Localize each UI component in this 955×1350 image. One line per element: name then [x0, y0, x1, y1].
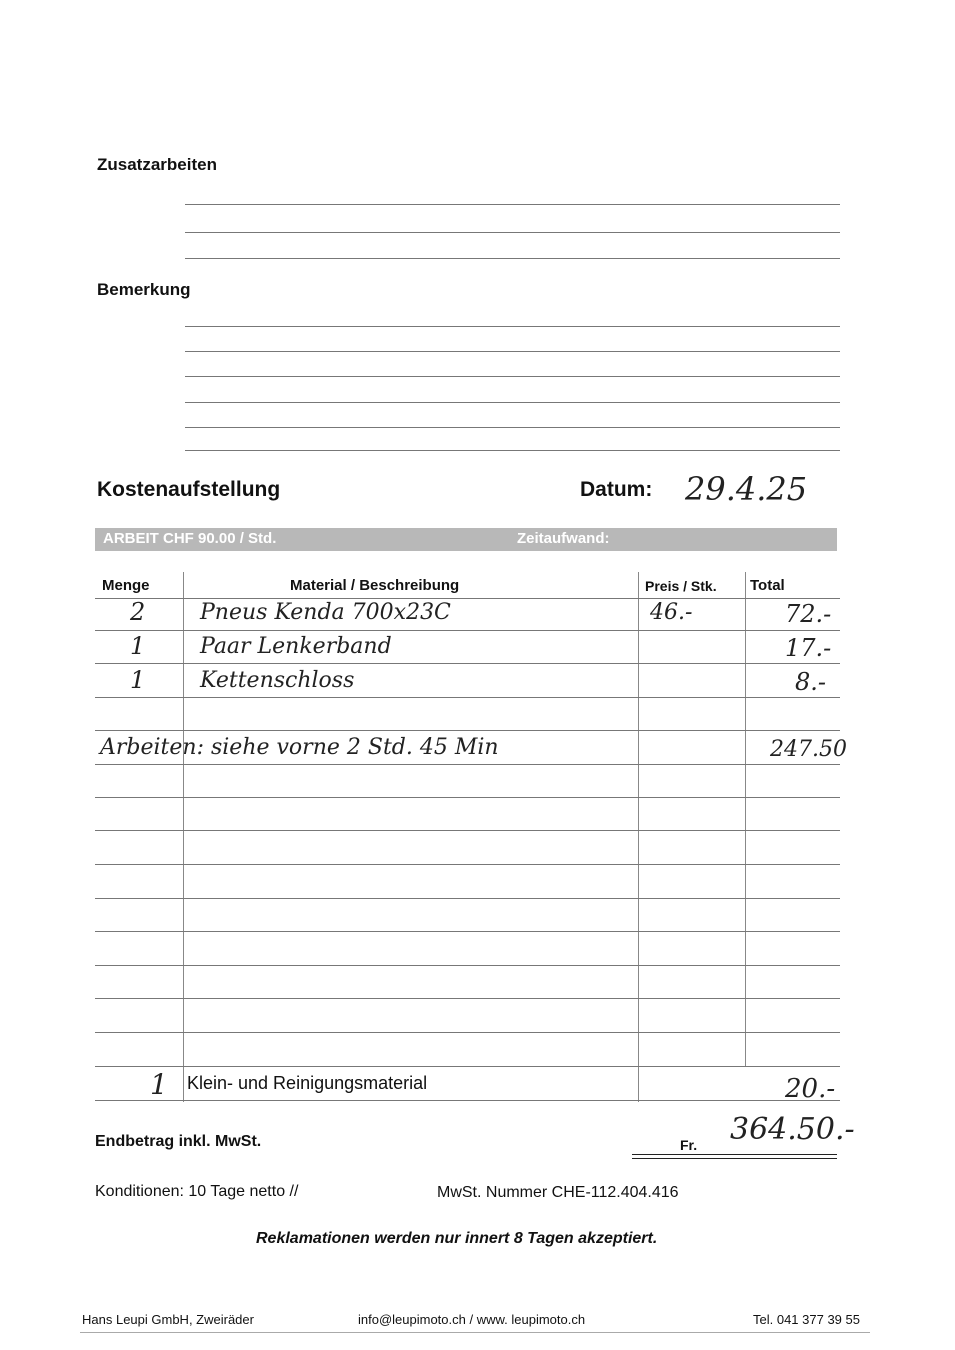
row-total: 8.-: [795, 668, 827, 696]
row-total: 72.-: [785, 600, 832, 628]
table-line: [95, 630, 840, 631]
footer-line: [80, 1332, 870, 1333]
ruled-line: [185, 258, 840, 259]
endbetrag-value: 364.50.-: [730, 1112, 855, 1147]
row-description: Kettenschloss: [200, 668, 355, 693]
table-line: [95, 697, 840, 698]
work-total: 247.50: [770, 737, 847, 762]
header-material: Material / Beschreibung: [290, 577, 460, 594]
reklamation-notice: Reklamationen werden nur innert 8 Tagen akzeptiert.: [256, 1230, 658, 1247]
ruled-line: [185, 326, 840, 327]
table-line: [95, 931, 840, 932]
row-description: Pneus Kenda 700x23C: [200, 600, 451, 625]
zusatzarbeiten-heading: Zusatzarbeiten: [97, 155, 217, 174]
ruled-line: [185, 204, 840, 205]
header-preis: Preis / Stk.: [645, 578, 717, 594]
klein-total: 20.-: [785, 1074, 836, 1104]
table-line: [95, 1066, 840, 1067]
table-line: [95, 797, 840, 798]
footer-company: Hans Leupi GmbH, Zweiräder: [82, 1312, 254, 1327]
footer-phone: Tel. 041 377 39 55: [753, 1312, 860, 1327]
kostenaufstellung-heading: Kostenaufstellung: [97, 478, 281, 501]
table-line: [95, 663, 840, 664]
mwst-nummer: MwSt. Nummer CHE-112.404.416: [437, 1184, 679, 1201]
endbetrag-currency: Fr.: [680, 1137, 698, 1153]
column-divider: [745, 572, 746, 1067]
datum-label: Datum:: [580, 478, 653, 501]
footer-contact: info@leupimoto.ch / www. leupimoto.ch: [358, 1312, 586, 1327]
ruled-line: [185, 427, 840, 428]
row-total: 17.-: [785, 634, 832, 662]
column-divider: [638, 572, 639, 1102]
klein-qty: 1: [150, 1068, 168, 1101]
row-qty: 1: [130, 632, 146, 660]
row-qty: 1: [130, 666, 146, 694]
header-total: Total: [750, 577, 785, 594]
row-qty: 2: [130, 598, 146, 626]
klein-label: Klein- und Reinigungsmaterial: [187, 1073, 428, 1093]
ruled-line: [185, 376, 840, 377]
datum-value: 29.4.25: [685, 470, 808, 508]
konditionen: Konditionen: 10 Tage netto //: [95, 1183, 299, 1200]
table-line: [95, 1100, 840, 1101]
ruled-line: [185, 232, 840, 233]
table-line: [95, 764, 840, 765]
table-line: [95, 998, 840, 999]
bemerkung-heading: Bemerkung: [97, 280, 191, 299]
arbeit-rate-label: ARBEIT CHF 90.00 / Std.: [103, 530, 277, 547]
table-line: [95, 864, 840, 865]
header-menge: Menge: [102, 577, 150, 594]
table-line: [95, 898, 840, 899]
total-underline: [632, 1158, 837, 1159]
total-underline: [632, 1154, 837, 1155]
zeitaufwand-label: Zeitaufwand:: [517, 530, 610, 547]
row-description: Paar Lenkerband: [200, 634, 392, 659]
table-line: [95, 598, 840, 599]
row-price: 46.-: [650, 600, 693, 625]
table-line: [95, 830, 840, 831]
endbetrag-label: Endbetrag inkl. MwSt.: [95, 1133, 262, 1150]
table-line: [95, 730, 840, 731]
column-divider: [183, 572, 184, 1102]
ruled-line: [185, 402, 840, 403]
work-description: Arbeiten: siehe vorne 2 Std. 45 Min: [100, 735, 499, 760]
ruled-line: [185, 450, 840, 451]
table-line: [95, 1032, 840, 1033]
table-line: [95, 965, 840, 966]
ruled-line: [185, 351, 840, 352]
arbeit-bar: [95, 528, 837, 551]
